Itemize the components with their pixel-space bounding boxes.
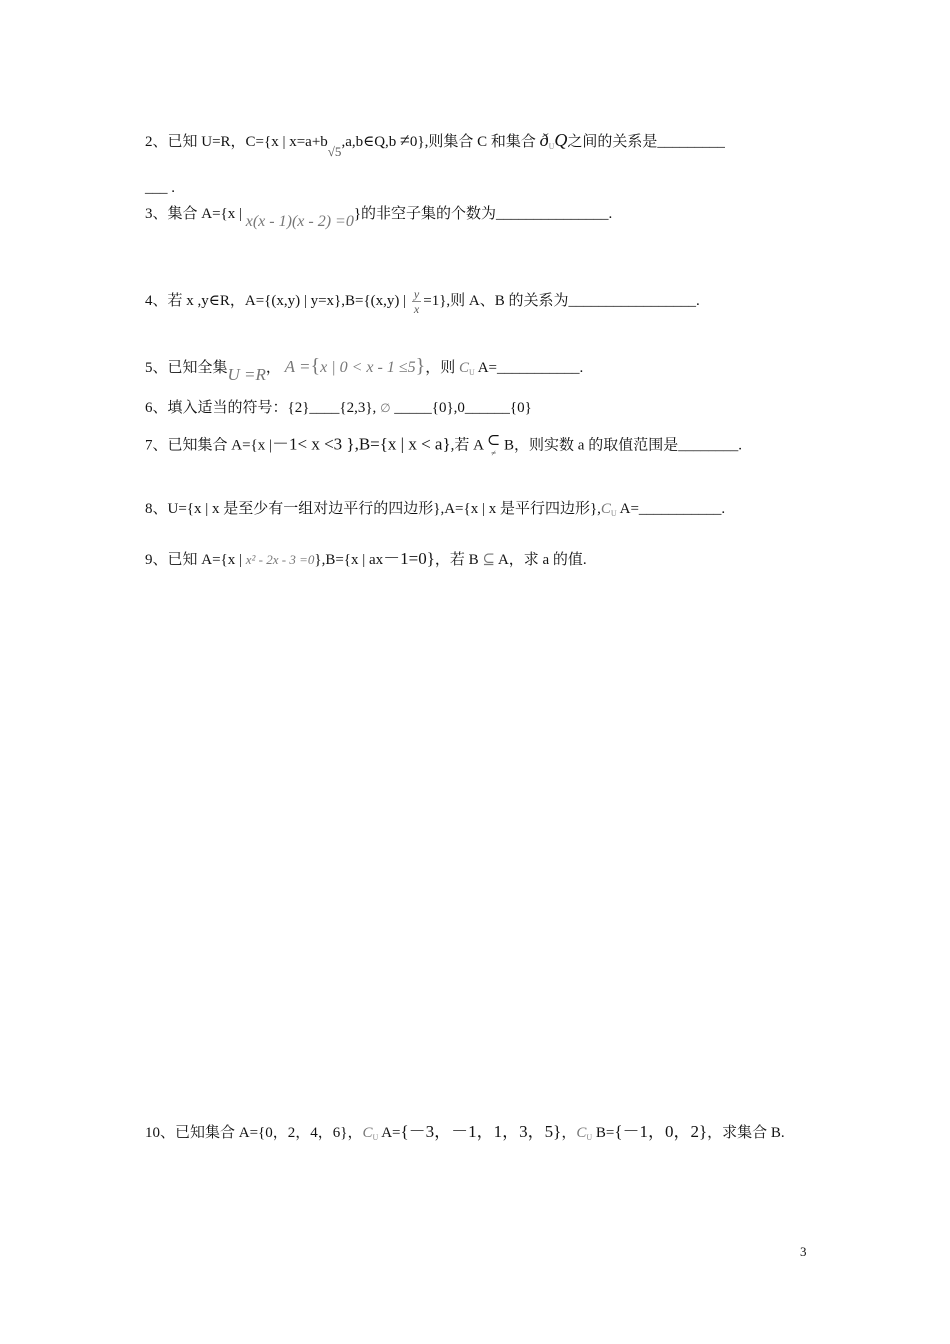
q10-set-b: {－1，0，2} — [614, 1122, 708, 1141]
question-8 — [145, 499, 725, 524]
q2-text-4: 之间的关系是_________ — [567, 134, 725, 150]
q2-text-1: 2、已知 U=R，C={x | x=a+b — [145, 134, 328, 150]
q9-equation: x² - 2x - 3 =0 — [245, 552, 315, 567]
q7-text-1: 7、已知集合 A={x | — [145, 437, 272, 454]
empty-set-icon: ∅ — [380, 401, 391, 415]
q10-text-2: A= — [381, 1125, 401, 1141]
q9-text-4: ，若 B — [434, 552, 479, 568]
q3-text-1: 3、集合 A={x | — [145, 206, 242, 222]
q2-text-3: 0},则集合 C 和集合 — [409, 134, 536, 150]
q5-text-1: 5、已知全集 — [145, 360, 228, 376]
complement-c: $C_U$ — [600, 501, 617, 518]
q7-text-2: ,若 A — [450, 437, 484, 454]
q5-u-equals-r: U =R — [227, 365, 266, 384]
sqrt-five: √5 — [327, 144, 342, 159]
q10-text-3: B= — [595, 1125, 615, 1141]
q10-text-4: ，求集合 B. — [707, 1125, 785, 1141]
complement-symbol: ð — [539, 130, 549, 150]
q9-text-5: A，求 a 的值. — [497, 552, 587, 568]
q10-set-a: {－3，－1，1，3，5} — [400, 1122, 562, 1141]
q6-text-1: 6、填入适当的符号：{2}____{2,3}, — [145, 400, 377, 416]
q10-text-1: 10、已知集合 A={0，2，4，6}， — [145, 1125, 363, 1141]
question-9 — [145, 549, 587, 570]
subset-equal-symbol: ⊆ — [482, 552, 495, 568]
q8-text-1: 8、U={x | x 是至少有一组对边平行的四边形},A={x | x 是平行四边形}, — [145, 501, 601, 517]
q9-text-3: －1=0} — [383, 549, 435, 568]
q8-text-2: A=___________. — [619, 501, 726, 517]
q5-a-equals: A = — [284, 357, 311, 376]
q4-text-1: 4、若 x ,y∈R，A={(x,y) | y=x},B={(x,y) | — [145, 292, 407, 309]
q9-text-1: 9、已知 A={x | — [145, 552, 242, 568]
not-equal-sign: ≠ — [400, 130, 410, 150]
q3-equation: x(x - 1)(x - 2) =0 — [245, 213, 354, 230]
question-2-tail: ___ . — [145, 180, 175, 196]
question-6 — [145, 398, 532, 418]
complement-q: $ð_UQ$ — [539, 130, 568, 151]
q4-text-2: =1},则 A、B 的关系为_________________. — [423, 292, 700, 309]
complement-c: $C_U$ — [458, 360, 475, 377]
fraction-y-over-x: $\frac{y}{x}$ — [413, 287, 420, 316]
question-7 — [145, 434, 742, 458]
page-number: 3 — [800, 1244, 807, 1259]
complement-c-1: $C_U$ — [362, 1125, 379, 1142]
q6-text-2: _____{0},0______{0} — [394, 400, 532, 416]
q7-text-3: B，则实数 a 的取值范围是________. — [504, 437, 742, 454]
question-2 — [145, 130, 725, 162]
complement-c-2: $C_U$ — [576, 1125, 593, 1142]
q5-text-3: A=___________. — [477, 360, 584, 376]
proper-subset-symbol: ⊂ ≠ — [486, 432, 501, 458]
q7-text-mid: －1< x <3 },B={x | x < a} — [272, 434, 451, 454]
question-5: 5、已知全集U =R， A ={x | 0 < x - 1 ≤5}，则 $C_U$ A=___________. — [145, 355, 584, 384]
q5-set-condition: x | 0 < x - 1 ≤5 — [320, 359, 416, 376]
q5-text-2: ，则 — [425, 360, 456, 376]
q2-text-2: ,a,b∈Q,b — [341, 134, 397, 150]
q3-text-2: }的非空子集的个数为_______________. — [353, 206, 613, 222]
q9-text-2: },B={x | ax — [314, 552, 384, 568]
question-3 — [145, 204, 612, 232]
question-4 — [145, 287, 700, 316]
question-10: 10、已知集合 A={0，2，4，6}，$C_U$ A={－3，－1，1，3，5}，$C_U$ B={－1，0，2}，求集合 B. — [145, 1122, 785, 1142]
